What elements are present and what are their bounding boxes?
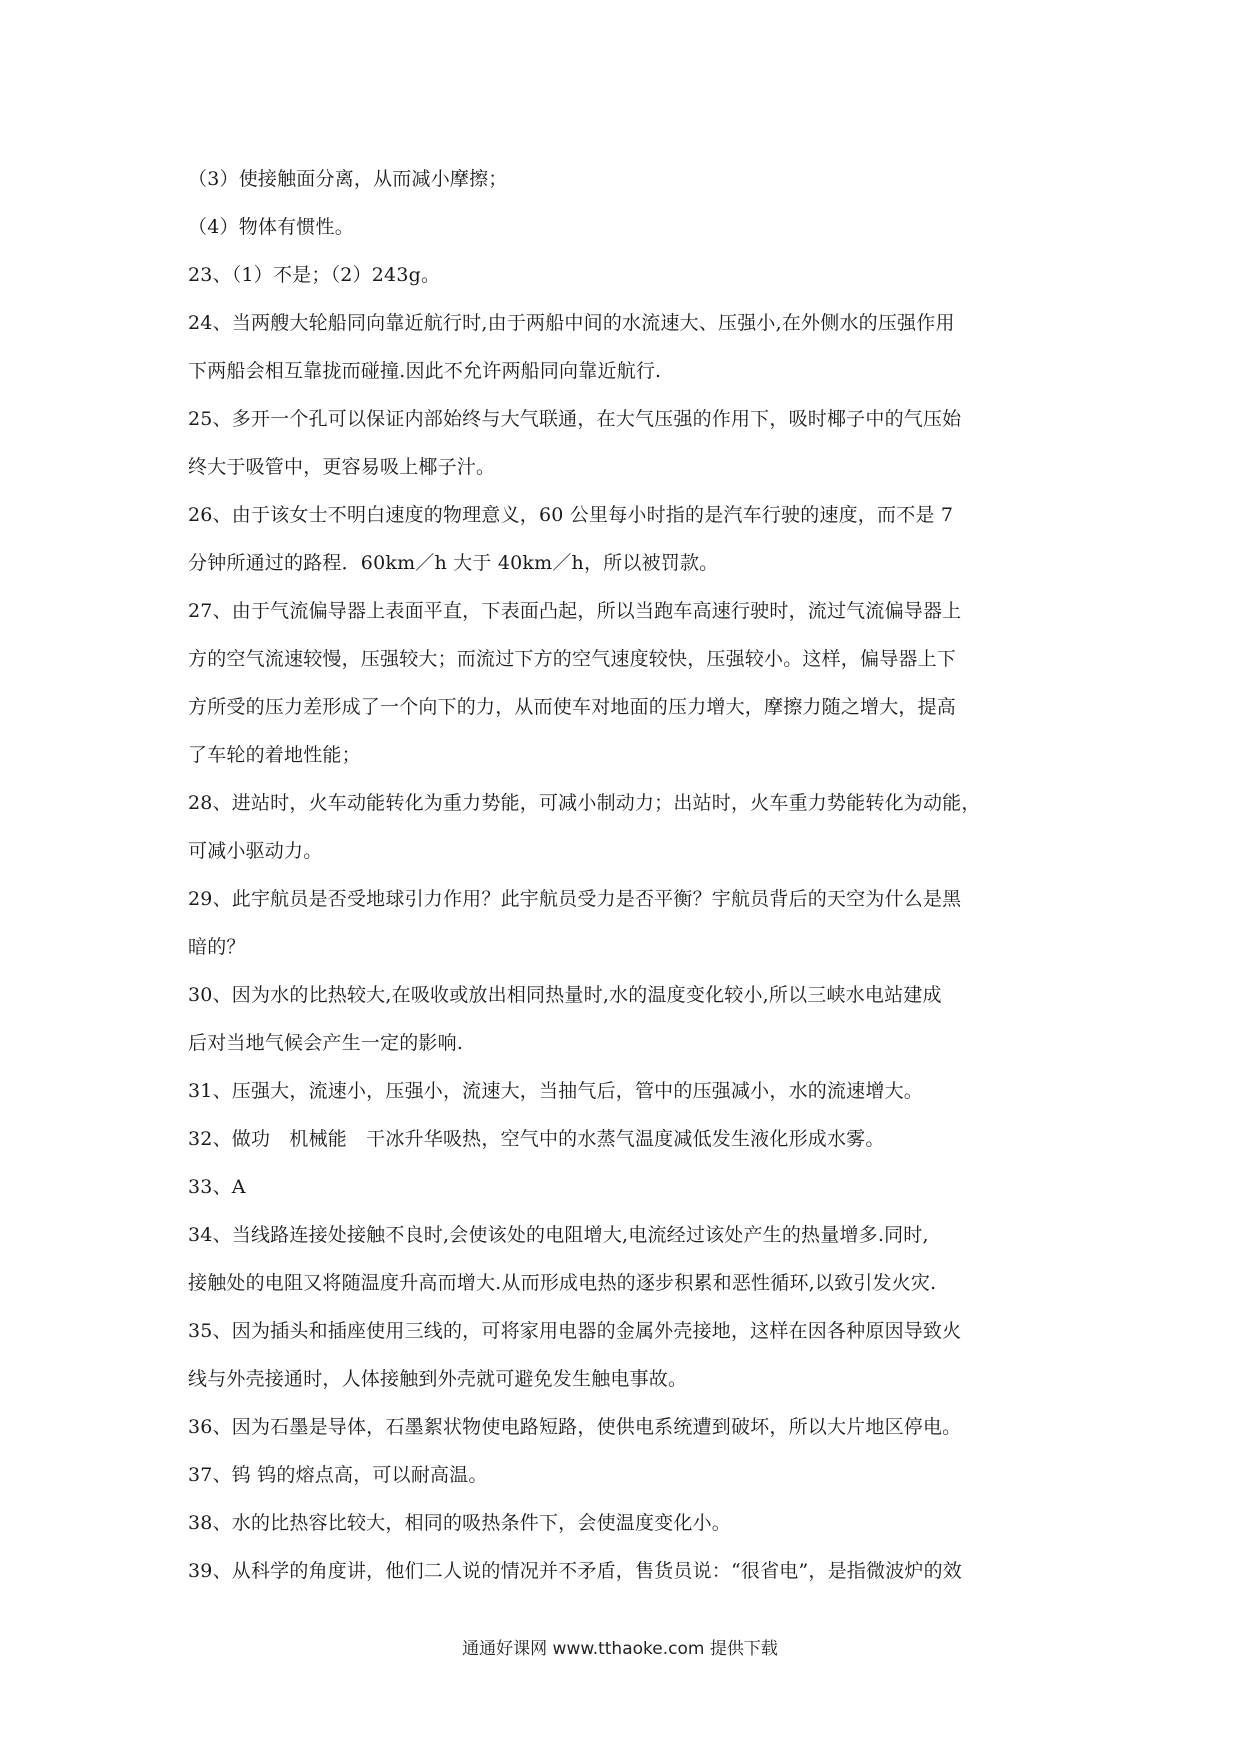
text-line: 25、多开一个孔可以保证内部始终与大气联通，在大气压强的作用下，吸时椰子中的气压始 bbox=[188, 408, 962, 430]
text-line: 34、当线路连接处接触不良时,会使该处的电阻增大,电流经过该处产生的热量增多.同时, bbox=[188, 1224, 929, 1246]
text-line: （4）物体有惯性。 bbox=[188, 216, 354, 238]
text-line: 29、此宇航员是否受地球引力作用？此宇航员受力是否平衡？宇航员背后的天空为什么是黑 bbox=[188, 888, 962, 910]
text-line: 下两船会相互靠拢而碰撞.因此不允许两船同向靠近航行. bbox=[188, 360, 662, 382]
text-line: 了车轮的着地性能； bbox=[188, 744, 361, 766]
text-line: 36、因为石墨是导体，石墨絮状物使电路短路，使供电系统遭到破坏，所以大片地区停电。 bbox=[188, 1416, 962, 1438]
text-line: 方所受的压力差形成了一个向下的力，从而使车对地面的压力增大，摩擦力随之增大，提高 bbox=[188, 696, 957, 718]
text-line: 33、A bbox=[188, 1176, 246, 1198]
text-line: 线与外壳接通时，人体接触到外壳就可避免发生触电事故。 bbox=[188, 1368, 688, 1390]
text-line: 24、当两艘大轮船同向靠近航行时,由于两船中间的水流速大、压强小,在外侧水的压强作用 bbox=[188, 312, 955, 334]
text-line: 23、（1）不是；（2）243g。 bbox=[188, 264, 441, 286]
text-line: 37、钨 钨的熔点高，可以耐高温。 bbox=[188, 1464, 488, 1486]
text-line: 接触处的电阻又将随温度升高而增大.从而形成电热的逐步积累和恶性循环,以致引发火灾. bbox=[188, 1272, 937, 1294]
text-line: 26、由于该女士不明白速度的物理意义，60 公里每小时指的是汽车行驶的速度，而不是 7 bbox=[188, 504, 954, 526]
answer-text-body bbox=[188, 155, 1058, 1595]
text-line: 32、做功 机械能 干冰升华吸热，空气中的水蒸气温度减低发生液化形成水雾。 bbox=[188, 1128, 885, 1150]
text-line: 后对当地气候会产生一定的影响. bbox=[188, 1032, 464, 1054]
text-line: 方的空气流速较慢，压强较大；而流过下方的空气速度较快，压强较小。这样，偏导器上下 bbox=[188, 648, 957, 670]
text-line: 可减小驱动力。 bbox=[188, 840, 323, 862]
text-line: 31、压强大，流速小，压强小，流速大，当抽气后，管中的压强减小，水的流速增大。 bbox=[188, 1080, 923, 1102]
text-line: （3）使接触面分离，从而减小摩擦； bbox=[188, 168, 508, 190]
text-line: 分钟所通过的路程．60km／h 大于 40km／h，所以被罚款。 bbox=[188, 552, 719, 574]
text-line: 终大于吸管中，更容易吸上椰子汁。 bbox=[188, 456, 496, 478]
text-line: 35、因为插头和插座使用三线的，可将家用电器的金属外壳接地，这样在因各种原因导致火 bbox=[188, 1320, 962, 1342]
text-line: 27、由于气流偏导器上表面平直，下表面凸起，所以当跑车高速行驶时，流过气流偏导器上 bbox=[188, 600, 962, 622]
text-line: 暗的？ bbox=[188, 936, 246, 958]
page-footer: 通通好课网 www.tthaoke.com 提供下载 bbox=[462, 1639, 778, 1659]
text-line: 28、进站时，火车动能转化为重力势能，可减小制动力；出站时，火车重力势能转化为动能， bbox=[188, 792, 981, 814]
text-line: 30、因为水的比热较大,在吸收或放出相同热量时,水的温度变化较小,所以三峡水电站建成 bbox=[188, 984, 942, 1006]
text-line: 38、水的比热容比较大，相同的吸热条件下，会使温度变化小。 bbox=[188, 1512, 731, 1534]
text-line: 39、从科学的角度讲，他们二人说的情况并不矛盾，售货员说：“很省电”，是指微波炉的效 bbox=[188, 1560, 963, 1582]
